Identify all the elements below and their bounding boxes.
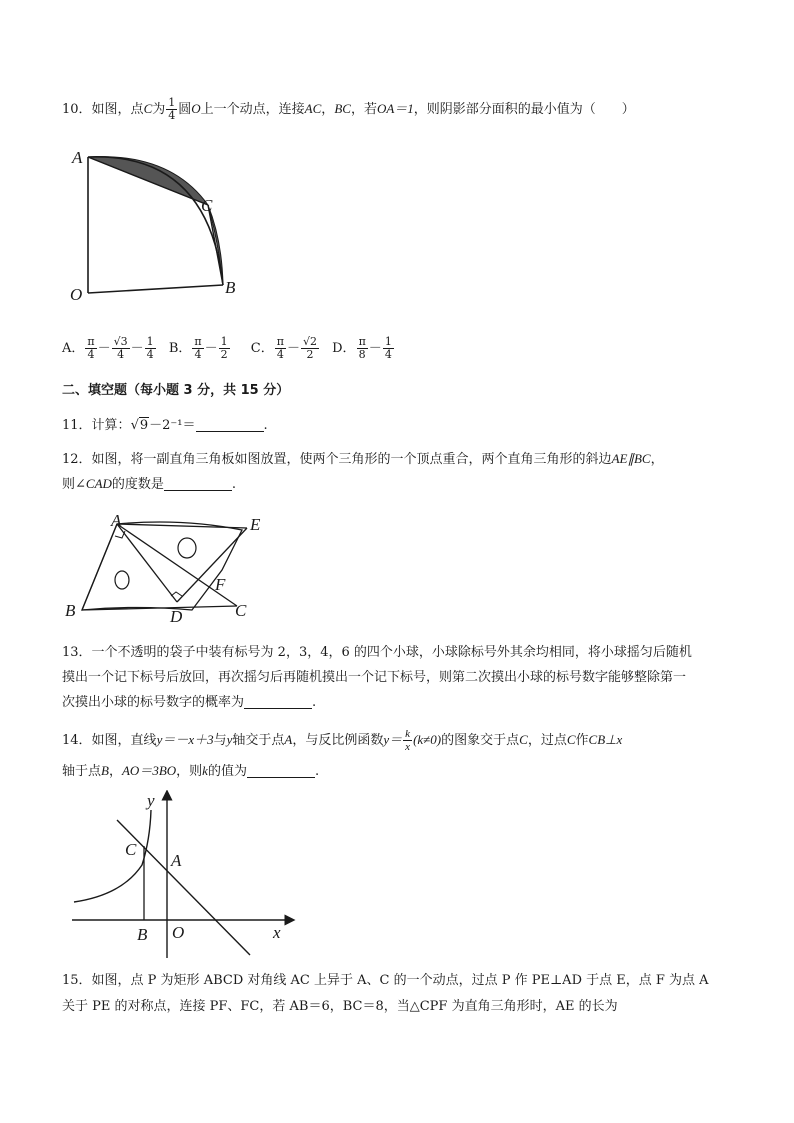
q14-label-x: x [273,923,281,942]
q13-line1: 13．一个不透明的袋子中装有标号为 2，3，4，6 的四个小球，小球除标号外其余均相同，将小球摇匀后随机 [62,645,692,660]
q10-figure [60,140,240,310]
q12-label-a: A [111,511,122,530]
q12-figure [62,510,292,625]
q10-options [62,336,403,362]
q12-label-f: F [215,575,226,594]
q14-label-b: B [137,925,148,944]
section-heading-fill-in: 二、填空题（每小题 3 分，共 15 分） [62,383,290,398]
q11-answer-blank[interactable] [196,417,264,432]
q12-line1: 12．如图，将一副直角三角板如图放置，使两个三角形的一个顶点重合，两个直角三角形的斜边AE∥BC， [62,451,664,467]
q15-line1: 15．如图，点 P 为矩形 ABCD 对角线 AC 上异于 A、C 的一个动点，过点 P 作 PE⊥AD 于点 E，点 F 为点 A [62,973,709,988]
q13-line3: 次摸出小球的标号数字的概率为 . [62,695,317,710]
fraction-one-quarter: $\frac{1}{4}$ [168,96,176,122]
q12-triangle-board-outline [82,522,242,610]
q12-hole-2 [115,571,129,589]
q10-label-b: B [225,278,236,297]
q10-label-o: O [70,285,83,304]
q12-side-de [177,528,247,602]
q10-text: 10．如图，点C为 $\frac{1}{4}$ 圆O上一个动点，连接AC，BC，若OA＝1，则阴影部分面积的最小值为（ ） [62,96,635,122]
q14-figure [62,790,302,960]
q12-label-c: C [235,601,247,620]
q13-line2: 摸出一个记下标号后放回，再次摇匀后再随机摸出一个记下标号，则第二次摸出小球的标号数字能够整除第一 [62,670,687,685]
q12-label-e: E [250,515,261,534]
option-c[interactable]: C． $\frac{\pi}{4}$ － $\frac{√2}{2}$ [250,335,317,361]
q14-line1: 14．如图，直线y＝－x＋3与y轴交于点A，与反比例函数y＝ $\frac{k}{x}$ (k≠0)的图象交于点C，过点C作CB⊥x [62,728,623,753]
q11-text: 11．计算：√9－2⁻¹＝ . [62,418,268,433]
q12-side-ab [82,524,117,610]
option-d[interactable]: D． $\frac{\pi}{8}$ － $\frac{1}{4}$ [332,335,392,361]
q10-radius-ob [88,285,223,293]
q14-label-o: O [172,923,185,942]
q12-hole-1 [178,538,196,558]
q12-side-ad [117,524,177,602]
option-a[interactable]: A． $\frac{\pi}{4}$ － $\frac{√3}{4}$ － $\frac{1}{4}$ [62,335,154,361]
q14-hyperbola [74,810,151,902]
q14-label-a: A [171,851,182,870]
q12-label-b: B [65,601,76,620]
q15-line2: 关于 PE 的对称点，连接 PF、FC，若 AB＝6，BC＝8，当△CPF 为直角三角形时，AE 的长为 [62,999,618,1014]
q12-label-d: D [170,607,183,625]
q10-chord-cb [208,205,223,285]
q12-answer-blank[interactable] [164,476,232,491]
q14-label-y: y [147,791,155,810]
q14-label-c: C [125,840,137,859]
q10-label-c: C [201,196,213,215]
q12-side-ae [117,524,247,528]
q14-line2: 轴于点B，AO＝3BO，则k的值为 . [62,763,320,779]
q10-label-a: A [72,148,83,167]
q12-line2: 则∠CAD的度数是 . [62,476,237,492]
option-b[interactable]: B． $\frac{\pi}{4}$ － $\frac{1}{2}$ [168,335,228,361]
q14-answer-blank[interactable] [247,763,315,778]
q13-answer-blank[interactable] [244,694,312,709]
